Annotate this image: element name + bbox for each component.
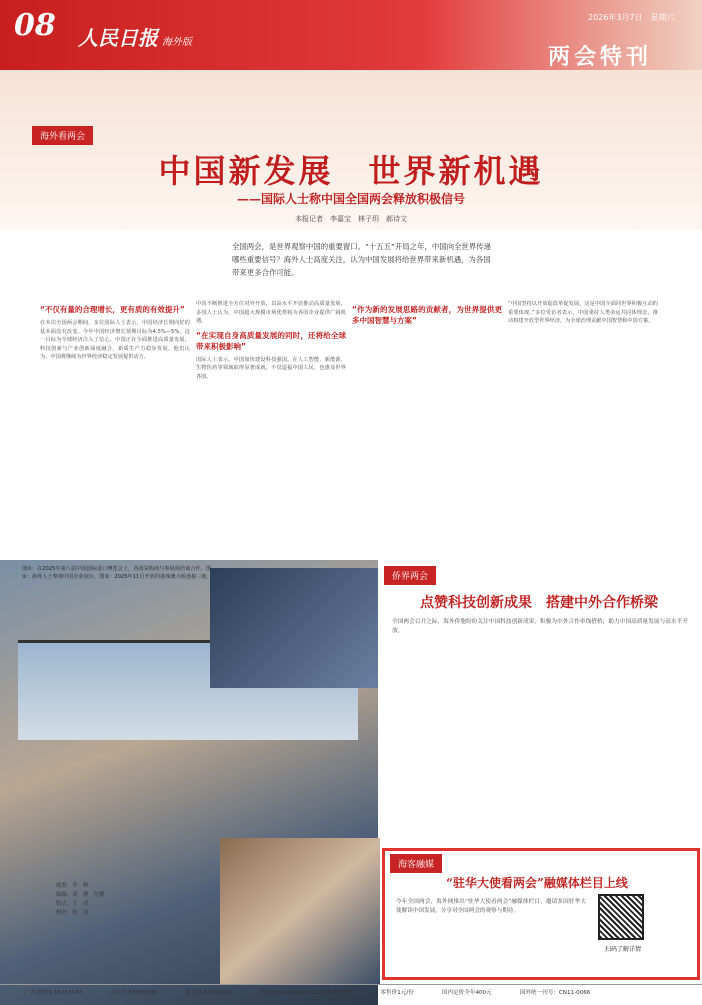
qr-code-icon[interactable] bbox=[598, 894, 644, 940]
headline-2: 点赞科技创新成果 搭建中外合作桥梁 bbox=[420, 595, 658, 611]
issue-date: 2026年3月7日 星期六 bbox=[588, 13, 675, 22]
column-text-3: 国际人士表示，中国加快建设科技强国，在人工智能、新能源、生物医药等领域取得显著成就，不仅造福中国人民，也惠及世界各国。 bbox=[196, 356, 346, 380]
headline: 中国新发展 世界新机遇 bbox=[158, 152, 544, 190]
section-title: 两会特刊 bbox=[548, 44, 653, 70]
interview-photo bbox=[220, 838, 380, 984]
column-text-1: 在本次全国两会期间，多位国际人士表示，中国经济长期向好的基本面没有改变。今年中国经济增长预期目标为4.5%—5%，这一目标为全球经济注入了信心。中国正在全面推进高质量发展，科技创新与产业创新深度融合，新质生产力稳步发展。他们认为，中国将继续为世界经济稳定发展提供动力。 bbox=[40, 320, 190, 361]
byline: 本报记者 李嘉宝 林子玥 郝诗文 bbox=[295, 215, 407, 223]
article-2-body: 全国两会召开之际，海外侨胞纷纷关注中国科技创新成果，积极为中外合作牵线搭桥，助力中国高质量发展与高水平开放。 bbox=[392, 619, 688, 634]
footer: 广告部热线 65363547 办公室 65369330 发行部 65369319 网址 http://www.(8610)65003000 零售价1元/份 国内定价全年400元 国外统一刊号：CN11-0066 bbox=[0, 984, 702, 998]
column-tag-2: 侨界两会 bbox=[384, 566, 436, 585]
group-photo bbox=[210, 568, 378, 688]
column-text-4: “中国坚持以开放促改革促发展，这是中国全面同世界积极互动的重要体现。”多位受访者表示，中国秉持人类命运共同体理念，推动构建开放型世界经济，为全球治理贡献中国智慧和中国方案。 bbox=[508, 301, 658, 325]
subheadline: ——国际人士称中国全国两会释放积极信号 bbox=[236, 192, 465, 206]
page-number: 08 bbox=[14, 8, 56, 43]
column-tag: 海外看两会 bbox=[32, 126, 93, 145]
article-3-body: 今年全国两会，海外网推出“驻华大使看两会”融媒体栏目，邀请多国驻华大使解读中国发展，分享对全国两会的观察与期待。 bbox=[396, 899, 586, 914]
lead-paragraph: 全国两会，是世界观察中国的重要窗口。“十五五”开局之年，中国向全世界传递哪些重要信号？海外人士高度关注，认为中国发展将给世界带来新机遇，为各国带来更多合作可能。 bbox=[232, 242, 491, 277]
staff-credits: 统筹：李 峰 编辑：刘 静 付鹏 版式：王 成 校对：张 霞 bbox=[56, 883, 105, 916]
headline-3: “驻华大使看两会”融媒体栏目上线 bbox=[446, 876, 628, 890]
article-column-3 bbox=[352, 300, 502, 558]
article-column-1 bbox=[40, 300, 190, 558]
subhead-1: “不仅有量的合理增长，更有质的有效提升” bbox=[40, 305, 185, 314]
photo-caption: 图①：在2025年第八届中国国际进口博览会上，各国采购商与参展商洽谈合作。图②：海外人士参观中国企业展台。图③：2025年11月开放的港珠澳大桥连接三地。 bbox=[22, 566, 212, 581]
article-column-4 bbox=[508, 300, 658, 558]
column-text-2: 中国不断推进全方位对外开放，以高水平开放推动高质量发展。多国人士认为，中国超大规模市场优势将为各国企业提供广阔机遇。 bbox=[196, 301, 346, 325]
column-tag-3: 海客融媒 bbox=[390, 854, 442, 873]
masthead bbox=[0, 0, 702, 70]
qr-label: 扫码了解详情 bbox=[604, 946, 641, 953]
subhead-3: “作为新的发展思路的贡献者，为世界提供更多中国智慧与方案” bbox=[352, 305, 502, 325]
subhead-2: “在实现自身高质量发展的同时，还将给全球带来积极影响” bbox=[196, 330, 346, 351]
article-column-2 bbox=[196, 300, 346, 558]
newspaper-logo: 人民日报 海外版 bbox=[78, 26, 192, 50]
